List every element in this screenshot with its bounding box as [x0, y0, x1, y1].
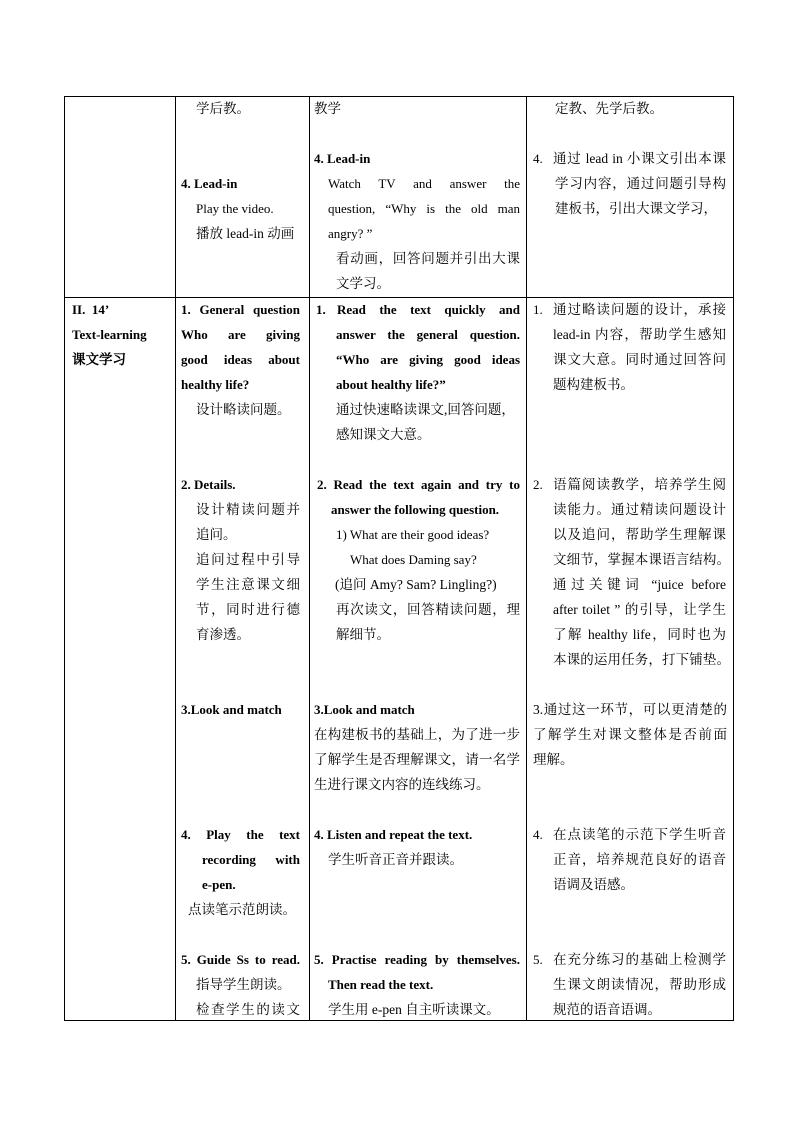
teacher-step-title: 4. Play the text [181, 827, 300, 842]
student-step-line: 了解学生是否理解课文，请一名学 [314, 752, 520, 767]
purpose-line: 规范的语音语调。 [553, 1002, 661, 1017]
student-step-line: 学生听音正音并跟读。 [328, 852, 463, 867]
student-step-title: “Who are giving good ideas [336, 352, 520, 367]
teacher-step-line: 指导学生朗读。 [196, 977, 291, 992]
student-step-title: Read the text quickly and [337, 302, 520, 317]
purpose-line: 以及追问，帮助学生理解课 [553, 527, 726, 542]
teacher-step-line: 节，同时进行德 [196, 602, 300, 617]
teacher-step-title: 4. Lead-in [181, 176, 238, 191]
purpose-line: 在充分练习的基础上检测学 [553, 952, 726, 967]
column-divider [526, 96, 527, 1021]
teacher-step-line: 设计略读问题。 [196, 402, 291, 417]
purpose-line: 学习内容，通过问题引导构 [555, 176, 726, 191]
purpose-line: 语篇阅读教学，培养学生阅 [553, 477, 726, 492]
teacher-step-line: Play the video. [196, 201, 274, 216]
teacher-step-title: e-pen. [202, 877, 236, 892]
purpose-item-number: 2. [533, 477, 543, 492]
teacher-step-title: 1. General question [181, 302, 300, 317]
purpose-line: 正音，培养规范良好的语音 [553, 852, 726, 867]
purpose-continued-text: 定教、先学后教。 [555, 101, 663, 116]
student-step-title: 4. Lead-in [314, 151, 371, 166]
student-step-line: What does Daming say? [350, 552, 477, 567]
purpose-line: 本课的运用任务，打下铺垫。 [553, 652, 730, 667]
teacher-step-title: recording with [202, 852, 300, 867]
purpose-line: 建板书，引出大课文学习， [555, 201, 717, 216]
student-step-line: 再次读文，回答精读问题，理 [336, 602, 520, 617]
student-step-line: 文学习。 [336, 276, 390, 291]
teacher-step-title: 2. Details. [181, 477, 236, 492]
student-step-line: 1) What are their good ideas? [336, 527, 490, 542]
teacher-step-title: good ideas about [181, 352, 300, 367]
student-step-title: answer the general question. [336, 327, 520, 342]
student-step-title: 3.Look and match [314, 702, 415, 717]
teacher-step-line: 播放 lead-in 动画 [196, 226, 295, 241]
student-step-title: about healthy life?” [336, 377, 446, 392]
teacher-step-line: 设计精读问题并 [196, 502, 300, 517]
purpose-line: 文细节，掌握本课语言结构。 [553, 552, 730, 567]
teacher-step-line: 追问过程中引导 [196, 552, 300, 567]
student-item-number: 1. [316, 302, 326, 317]
student-step-title: 2. Read the text again and try to [317, 477, 520, 492]
purpose-line: after toilet ” 的引导，让学生 [553, 602, 726, 617]
student-step-line: 生进行课文内容的连线练习。 [314, 777, 490, 792]
teacher-step-line: 追问。 [196, 527, 237, 542]
teacher-step-line: 育渗透。 [196, 627, 250, 642]
purpose-line: 课文大意。同时通过回答问 [553, 352, 726, 367]
purpose-line: 题构建板书。 [553, 377, 634, 392]
purpose-line: 读能力。通过精读问题设计 [553, 502, 726, 517]
stage-heading: II. 14’ [72, 302, 110, 317]
student-step-title: Then read the text. [328, 977, 434, 992]
purpose-line: 通过略读问题的设计，承接 [553, 302, 726, 317]
purpose-line: 3.通过这一环节，可以更清楚的 [533, 702, 727, 717]
purpose-item-number: 5. [533, 952, 543, 967]
teacher-step-line: 检查学生的读文 [196, 1002, 300, 1017]
purpose-line: 语调及语感。 [553, 877, 634, 892]
purpose-line: 理解。 [533, 752, 574, 767]
student-step-line: Watch TV and answer the [328, 176, 520, 191]
student-step-title: 5. Practise reading by themselves. [314, 952, 520, 967]
purpose-item-number: 4. [533, 827, 543, 842]
teacher-step-title: healthy life? [181, 377, 250, 392]
stage-name-chinese: 课文学习 [72, 352, 126, 367]
purpose-line: 了解 healthy life，同时也为 [553, 627, 726, 642]
student-step-title: 4. Listen and repeat the text. [314, 827, 473, 842]
student-step-line: 在构建板书的基础上，为了进一步 [314, 727, 520, 742]
stage-name: Text-learning [72, 327, 147, 342]
teacher-step-title: Who are giving [181, 327, 300, 342]
student-step-line: 通过快速略读课文,回答问题， [336, 402, 515, 417]
student-step-title: answer the following question. [331, 502, 500, 517]
teacher-step-title: 5. Guide Ss to read. [181, 952, 300, 967]
student-step-line: 解细节。 [336, 627, 390, 642]
teacher-step-line: 学生注意课文细 [196, 577, 300, 592]
teacher-continued-text: 学后教。 [196, 101, 250, 116]
student-step-line: question, “Why is the old man [328, 201, 520, 216]
purpose-item-number: 1. [533, 302, 543, 317]
student-step-line: angry? ” [328, 226, 373, 241]
student-step-line: 感知课文大意。 [336, 427, 431, 442]
student-step-line: 学生用 e-pen 自主听读课文。 [328, 1002, 500, 1017]
purpose-line: 了解学生对课文整体是否前面 [533, 727, 727, 742]
column-divider [309, 96, 310, 1021]
purpose-line: 通过 lead in 小课文引出本课 [553, 151, 726, 166]
teacher-step-title: 3.Look and match [181, 702, 282, 717]
student-step-line: (追问 Amy? Sam? Lingling?) [335, 577, 497, 592]
purpose-line: 通过关键词 “juice before [553, 577, 726, 592]
purpose-line: 在点读笔的示范下学生听音 [553, 827, 726, 842]
purpose-item-number: 4. [533, 151, 543, 166]
purpose-line: 生课文朗读情况，帮助形成 [553, 977, 726, 992]
student-continued-text: 教学 [314, 101, 341, 116]
student-step-line: 看动画，回答问题并引出大课 [336, 251, 520, 266]
teacher-step-line: 点读笔示范朗读。 [188, 902, 296, 917]
column-divider [175, 96, 176, 1021]
purpose-line: lead-in 内容，帮助学生感知 [553, 327, 726, 342]
